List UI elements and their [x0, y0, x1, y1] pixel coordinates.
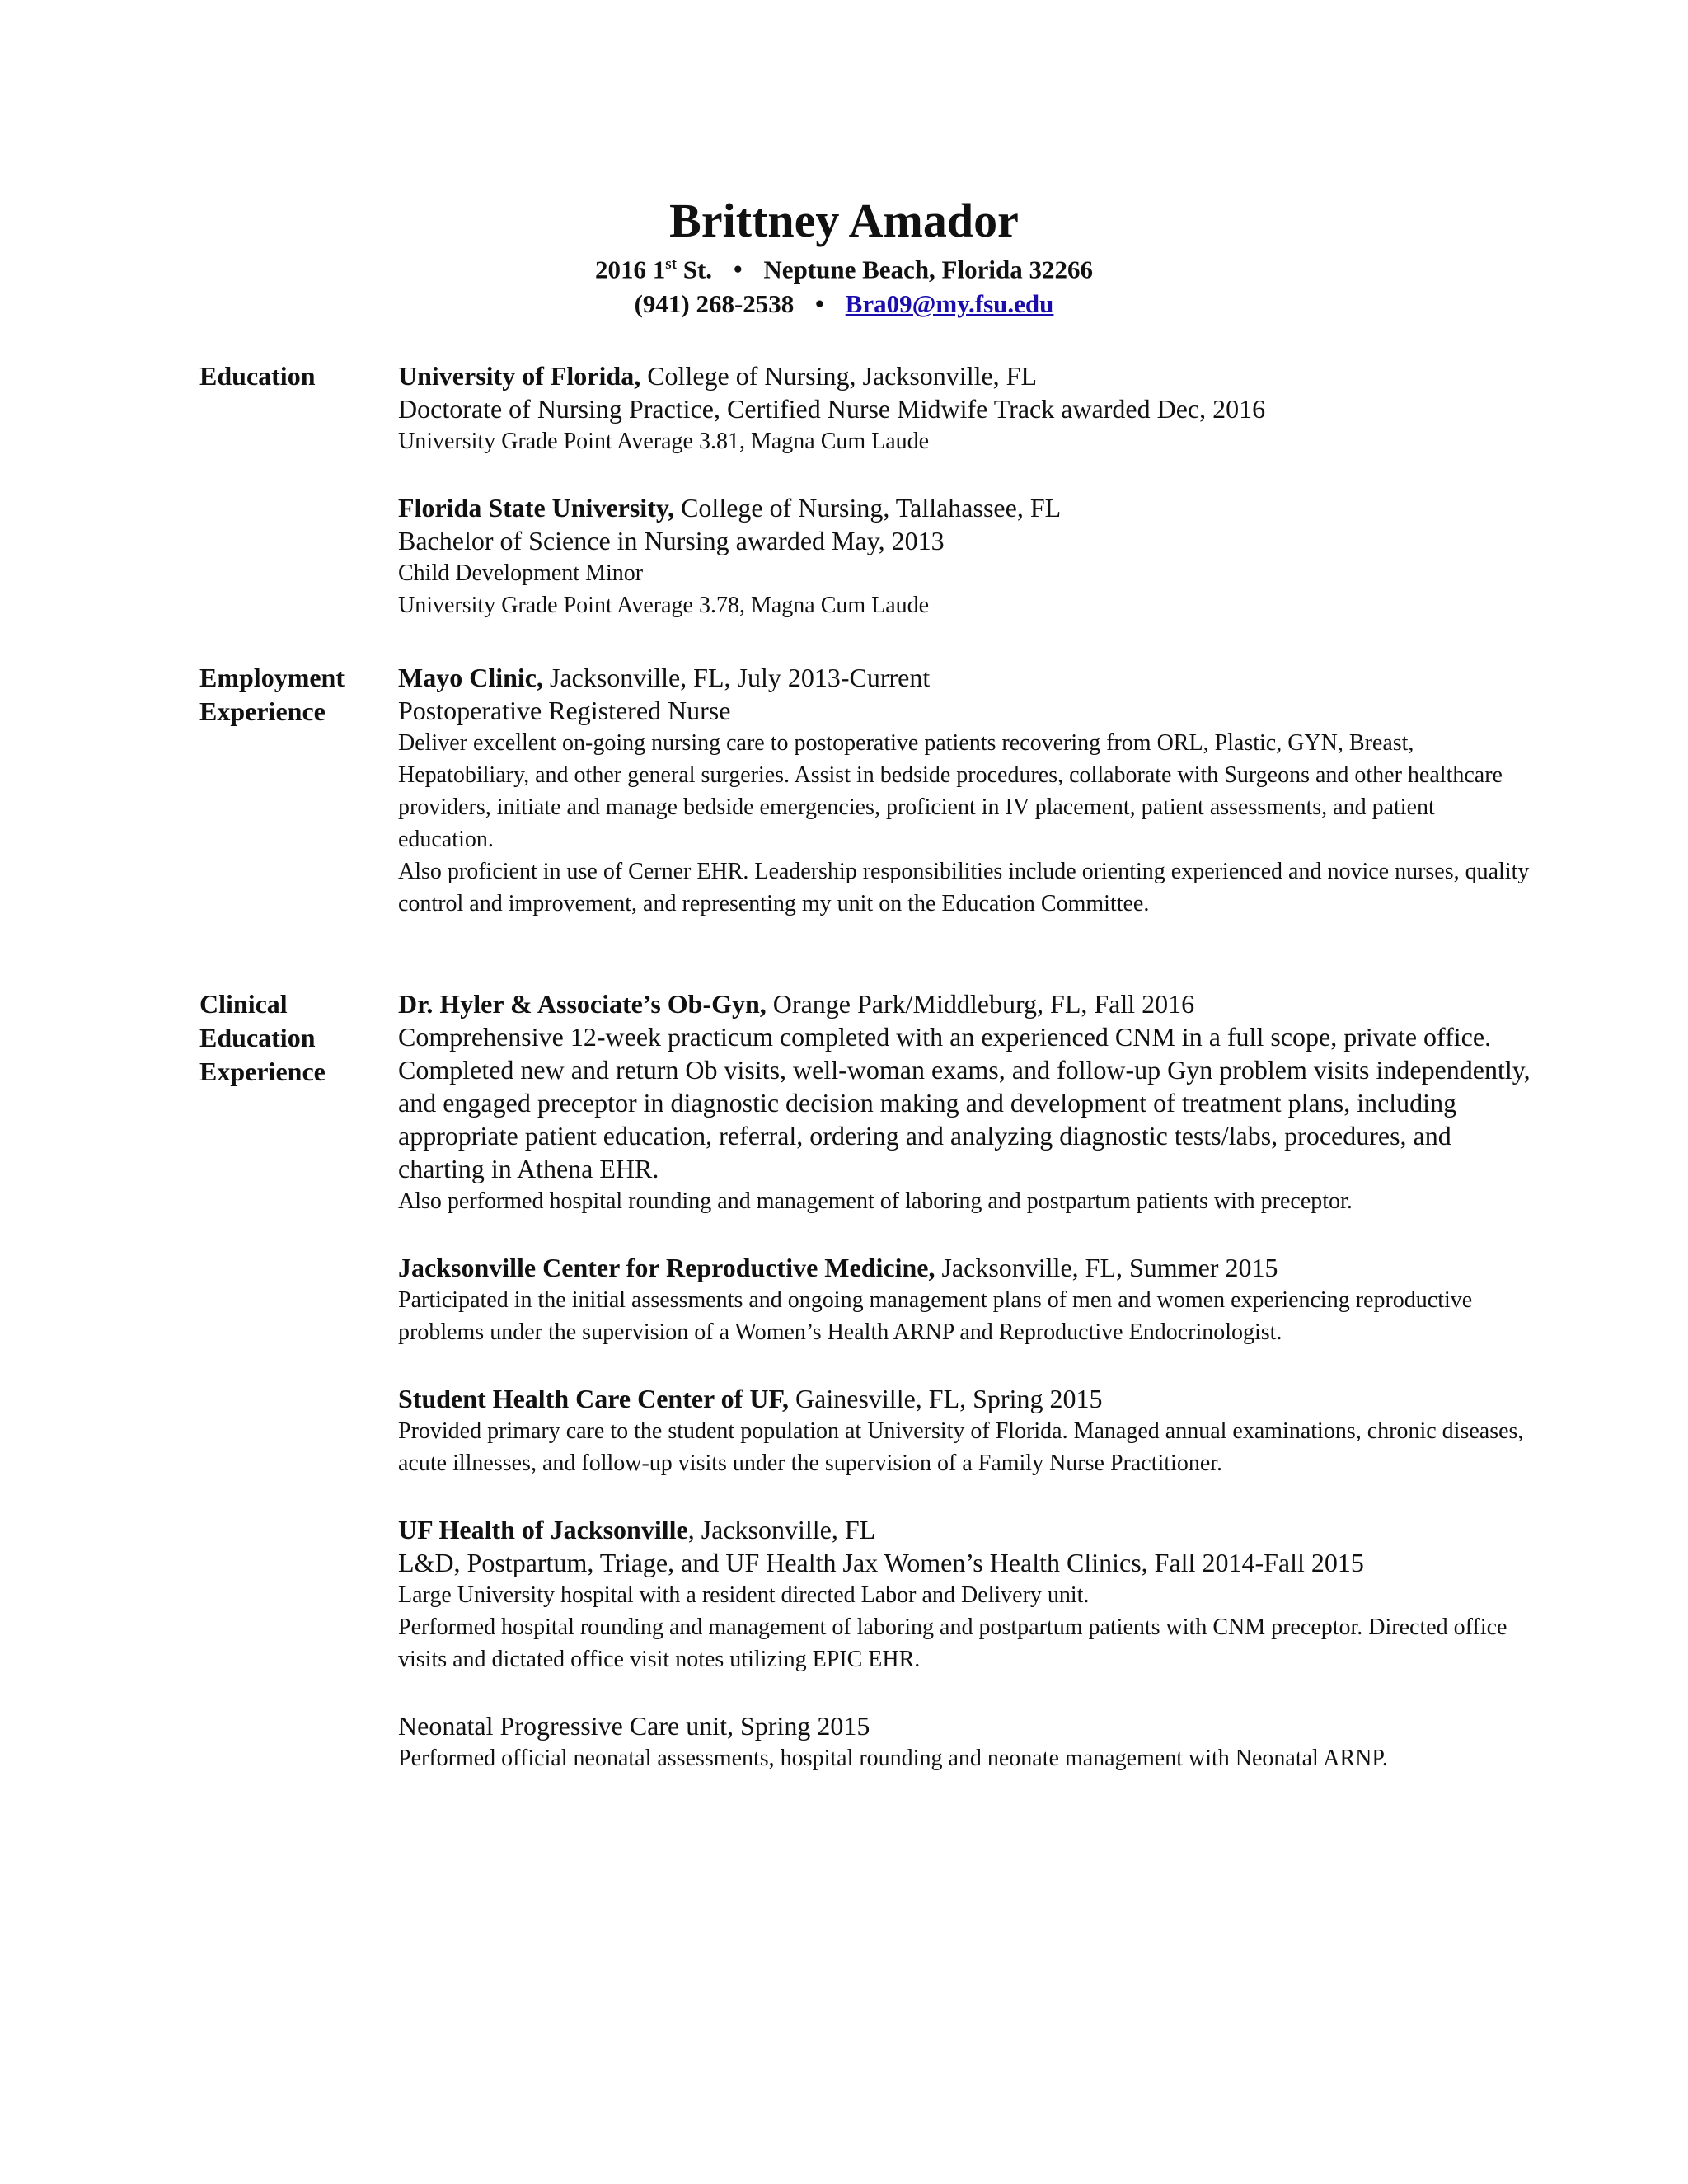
site-name: Jacksonville Center for Reproductive Medicine, — [398, 1253, 935, 1282]
site-description-2: Also performed hospital rounding and management of laboring and postpartum patients with preceptor. — [398, 1188, 1353, 1214]
street-number: 2016 1 — [595, 255, 666, 284]
candidate-name: Brittney Amador — [669, 194, 1019, 247]
site-units: L&D, Postpartum, Triage, and UF Health Jax Women’s Health Clinics, Fall 2014-Fall 2015 — [398, 1548, 1364, 1577]
site-line: Student Health Care Center of UF, Gainesville, FL, Spring 2015 — [398, 1384, 1103, 1413]
section-label-employment: Employment Experience — [199, 663, 345, 726]
site-description: Comprehensive 12-week practicum completed with an experienced CNM in a full scope, private office. Completed new and return Ob visits, well-woman exams, and follow-up Gyn problem visits independently, and engaged preceptor in diagnostic decision making and development of treatment plans, including appropriate patient education, referral, ordering and analyzing diagnostic tests/labs, procedures, and charting in Athena EHR. — [398, 1022, 1531, 1183]
degree-line: Doctorate of Nursing Practice, Certified Nurse Midwife Track awarded Dec, 2016 — [398, 394, 1266, 424]
street-name: St. — [676, 255, 713, 284]
bullet-separator: • — [733, 255, 743, 284]
site-line: Neonatal Progressive Care unit, Spring 2015 — [398, 1711, 870, 1741]
job-description-2: Also proficient in use of Cerner EHR. Leadership responsibilities include orienting experienced and novice nurses, quality control and improvement, and representing my unit on the Education Committee. — [398, 859, 1530, 916]
site-description: Large University hospital with a resident directed Labor and Delivery unit. — [398, 1582, 1090, 1608]
section-label-clinical: Clinical Education Experience — [199, 989, 326, 1086]
employment-entry-mayo — [398, 661, 1536, 920]
education-entry-uf — [398, 359, 1536, 457]
site-name: UF Health of Jacksonville — [398, 1515, 688, 1544]
education-content — [398, 359, 1536, 655]
job-description: Deliver excellent on-going nursing care to postoperative patients recovering from ORL, Plastic, GYN, Breast, Hepatobiliary, and other general surgeries. Assist in bedside procedures, collaborate with Surgeons and other healthcare providers, initiate and manage bedside emergencies, proficient in IV placement, patient assessments, and patient education. — [398, 730, 1503, 852]
site-name: Dr. Hyler & Associate’s Ob-Gyn, — [398, 989, 767, 1019]
contact-line — [0, 287, 1688, 321]
employer-line: Mayo Clinic, Jacksonville, FL, July 2013-Current — [398, 663, 931, 692]
clinical-entry-shcc — [398, 1382, 1536, 1479]
employment-content — [398, 661, 1536, 954]
site-description-2: Performed hospital rounding and management of laboring and postpartum patients with CNM preceptor. Directed office visits and dictated office visit notes utilizing EPIC EHR. — [398, 1615, 1507, 1672]
school-name: Florida State University, — [398, 493, 675, 523]
resume-header — [0, 194, 1688, 321]
clinical-entry-jcrm — [398, 1251, 1536, 1348]
gpa-line: University Grade Point Average 3.81, Magna Cum Laude — [398, 429, 930, 454]
job-title: Postoperative Registered Nurse — [398, 696, 731, 725]
clinical-entry-ufhj — [398, 1513, 1536, 1675]
school-name: University of Florida, — [398, 361, 641, 391]
section-label-education: Education — [199, 361, 316, 391]
clinical-content — [398, 987, 1536, 1808]
phone-number: (941) 268-2538 — [634, 289, 795, 319]
city-state-zip: Neptune Beach, Florida 32266 — [763, 255, 1093, 284]
bullet-separator: • — [815, 289, 824, 319]
site-description: Participated in the initial assessments and ongoing management plans of men and women experiencing reproductive problems under the supervision of a Women’s Health ARNP and Reproductive Endocrinologist. — [398, 1287, 1473, 1345]
education-entry-fsu — [398, 491, 1536, 621]
school-line: Florida State University, College of Nursing, Tallahassee, FL — [398, 493, 1062, 523]
site-description: Performed official neonatal assessments, hospital rounding and neonate management with Neonatal ARNP. — [398, 1746, 1388, 1771]
ordinal-suffix: st — [665, 255, 677, 273]
site-description: Provided primary care to the student population at University of Florida. Managed annual examinations, chronic diseases, acute illnesses, and follow-up visits under the supervision of a Family Nurse Practitioner. — [398, 1418, 1524, 1476]
employer-name: Mayo Clinic, — [398, 663, 543, 692]
site-line: UF Health of Jacksonville, Jacksonville, FL — [398, 1515, 876, 1544]
gpa-line: University Grade Point Average 3.78, Magna Cum Laude — [398, 593, 930, 618]
minor-line: Child Development Minor — [398, 560, 644, 586]
site-name: Student Health Care Center of UF, — [398, 1384, 790, 1413]
clinical-entry-hyler — [398, 987, 1536, 1217]
school-line: University of Florida, College of Nursing, Jacksonville, FL — [398, 361, 1038, 391]
clinical-entry-neonatal — [398, 1709, 1536, 1774]
site-line: Jacksonville Center for Reproductive Medicine, Jacksonville, FL, Summer 2015 — [398, 1253, 1278, 1282]
address-line — [0, 247, 1688, 287]
degree-line: Bachelor of Science in Nursing awarded May, 2013 — [398, 526, 945, 555]
email-link[interactable]: Bra09@my.fsu.edu — [845, 289, 1054, 319]
site-line: Dr. Hyler & Associate’s Ob-Gyn, Orange Park/Middleburg, FL, Fall 2016 — [398, 989, 1195, 1019]
